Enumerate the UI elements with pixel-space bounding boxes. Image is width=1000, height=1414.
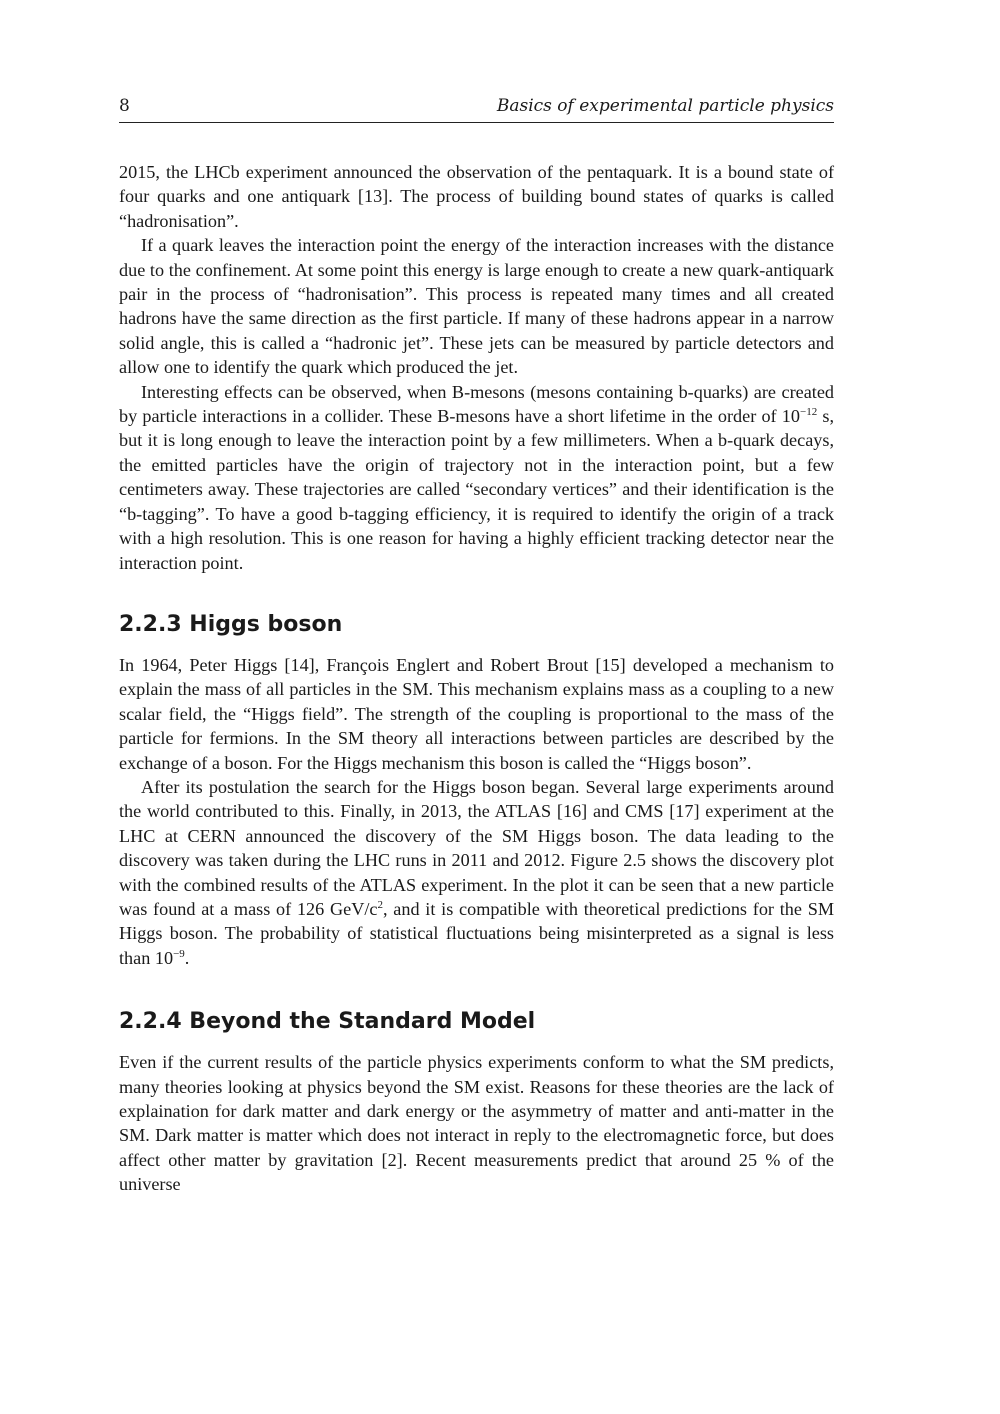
running-title: Basics of experimental particle physics (496, 96, 834, 116)
text-segment: Interesting effects can be observed, when B-mesons (mesons containing b-quarks) are created by particle interactions in a collider. These B-mesons have a short lifetime in the order of 10 (119, 381, 834, 427)
text-segment: . (184, 947, 190, 968)
superscript-exponent: 2 (377, 898, 383, 911)
page-header (119, 96, 834, 123)
paragraph-b-tagging (119, 380, 834, 575)
paragraph-higgs-mechanism: In 1964, Peter Higgs [14], François Englert and Robert Brout [15] developed a mechanism to explain the mass of all particles in the SM. This mechanism explains mass as a coupling to a new scalar field, the “Higgs field”. The strength of the coupling is proportional to the mass of the particle for fermions. In the SM theory all interactions between particles are described by the exchange of a boson. For the Higgs mechanism this boson is called the “Higgs boson”. (119, 654, 834, 773)
paragraph-beyond-sm: Even if the current results of the particle physics experiments conform to what the SM predicts, many theories looking at physics beyond the SM exist. Reasons for these theories are the lack of explaination for dark matter and dark energy or the asymmetry of matter and anti-matter in the SM. Dark matter is matter which does not interact in reply to the electromagnetic force, but does affect other matter by gravitation [2]. Recent measurements predict that around 25 % of the universe (119, 1052, 834, 1195)
paragraph-hadronic-jet: If a quark leaves the interaction point the energy of the interaction increases with the distance due to the confinement. At some point this energy is large enough to create a new quark-antiquark pair in the process of “hadronisation”. This process is repeated many times and all created hadrons have the same direction as the first particle. If many of these hadrons appear in a narrow solid angle, this is called a “hadronic jet”. These jets can be measured by particle detectors and allow one to identify the quark which produced the jet. (119, 235, 834, 378)
superscript-exponent: −9 (173, 947, 185, 960)
text-segment: , and it is compatible with theoretical predictions for the SM Higgs boson. The probability of statistical fluctuations being misinterpreted as a signal is less than 10 (119, 898, 834, 968)
section-heading-beyond-standard-model: 2.2.4 Beyond the Standard Model (119, 1009, 536, 1035)
paragraph-higgs-discovery (119, 775, 834, 970)
page-body (119, 160, 834, 1197)
section-heading-higgs-boson: 2.2.3 Higgs boson (119, 611, 343, 637)
text-segment: After its postulation the search for the Higgs boson began. Several large experiments around the world contributed to this. Finally, in 2013, the ATLAS [16] and CMS [17] experiment at the LHC at CERN announced the discovery of the SM Higgs boson. The data leading to the discovery was taken during the LHC runs in 2011 and 2012. Figure 2.5 shows the discovery plot with the combined results of the ATLAS experiment. In the plot it can be seen that a new particle was found at a mass of 126 GeV/c (119, 776, 834, 919)
superscript-exponent: −12 (799, 406, 818, 419)
paragraph-pentaquark: 2015, the LHCb experiment announced the observation of the pentaquark. It is a bound state of four quarks and one antiquark [13]. The process of building bound states of quarks is called “hadronisation”. (119, 162, 834, 231)
page-number: 8 (119, 96, 130, 116)
text-segment: s, but it is long enough to leave the interaction point by a few millimeters. When a b-quark decays, the emitted particles have the origin of trajectory not in the interaction point, but a few centimeters away. These trajectories are called “secondary vertices” and their identification is the “b-tagging”. To have a good b-tagging efficiency, it is required to identify the origin of a track with a high resolution. This is one reason for having a highly efficient tracking detector near the interaction point. (119, 406, 835, 573)
